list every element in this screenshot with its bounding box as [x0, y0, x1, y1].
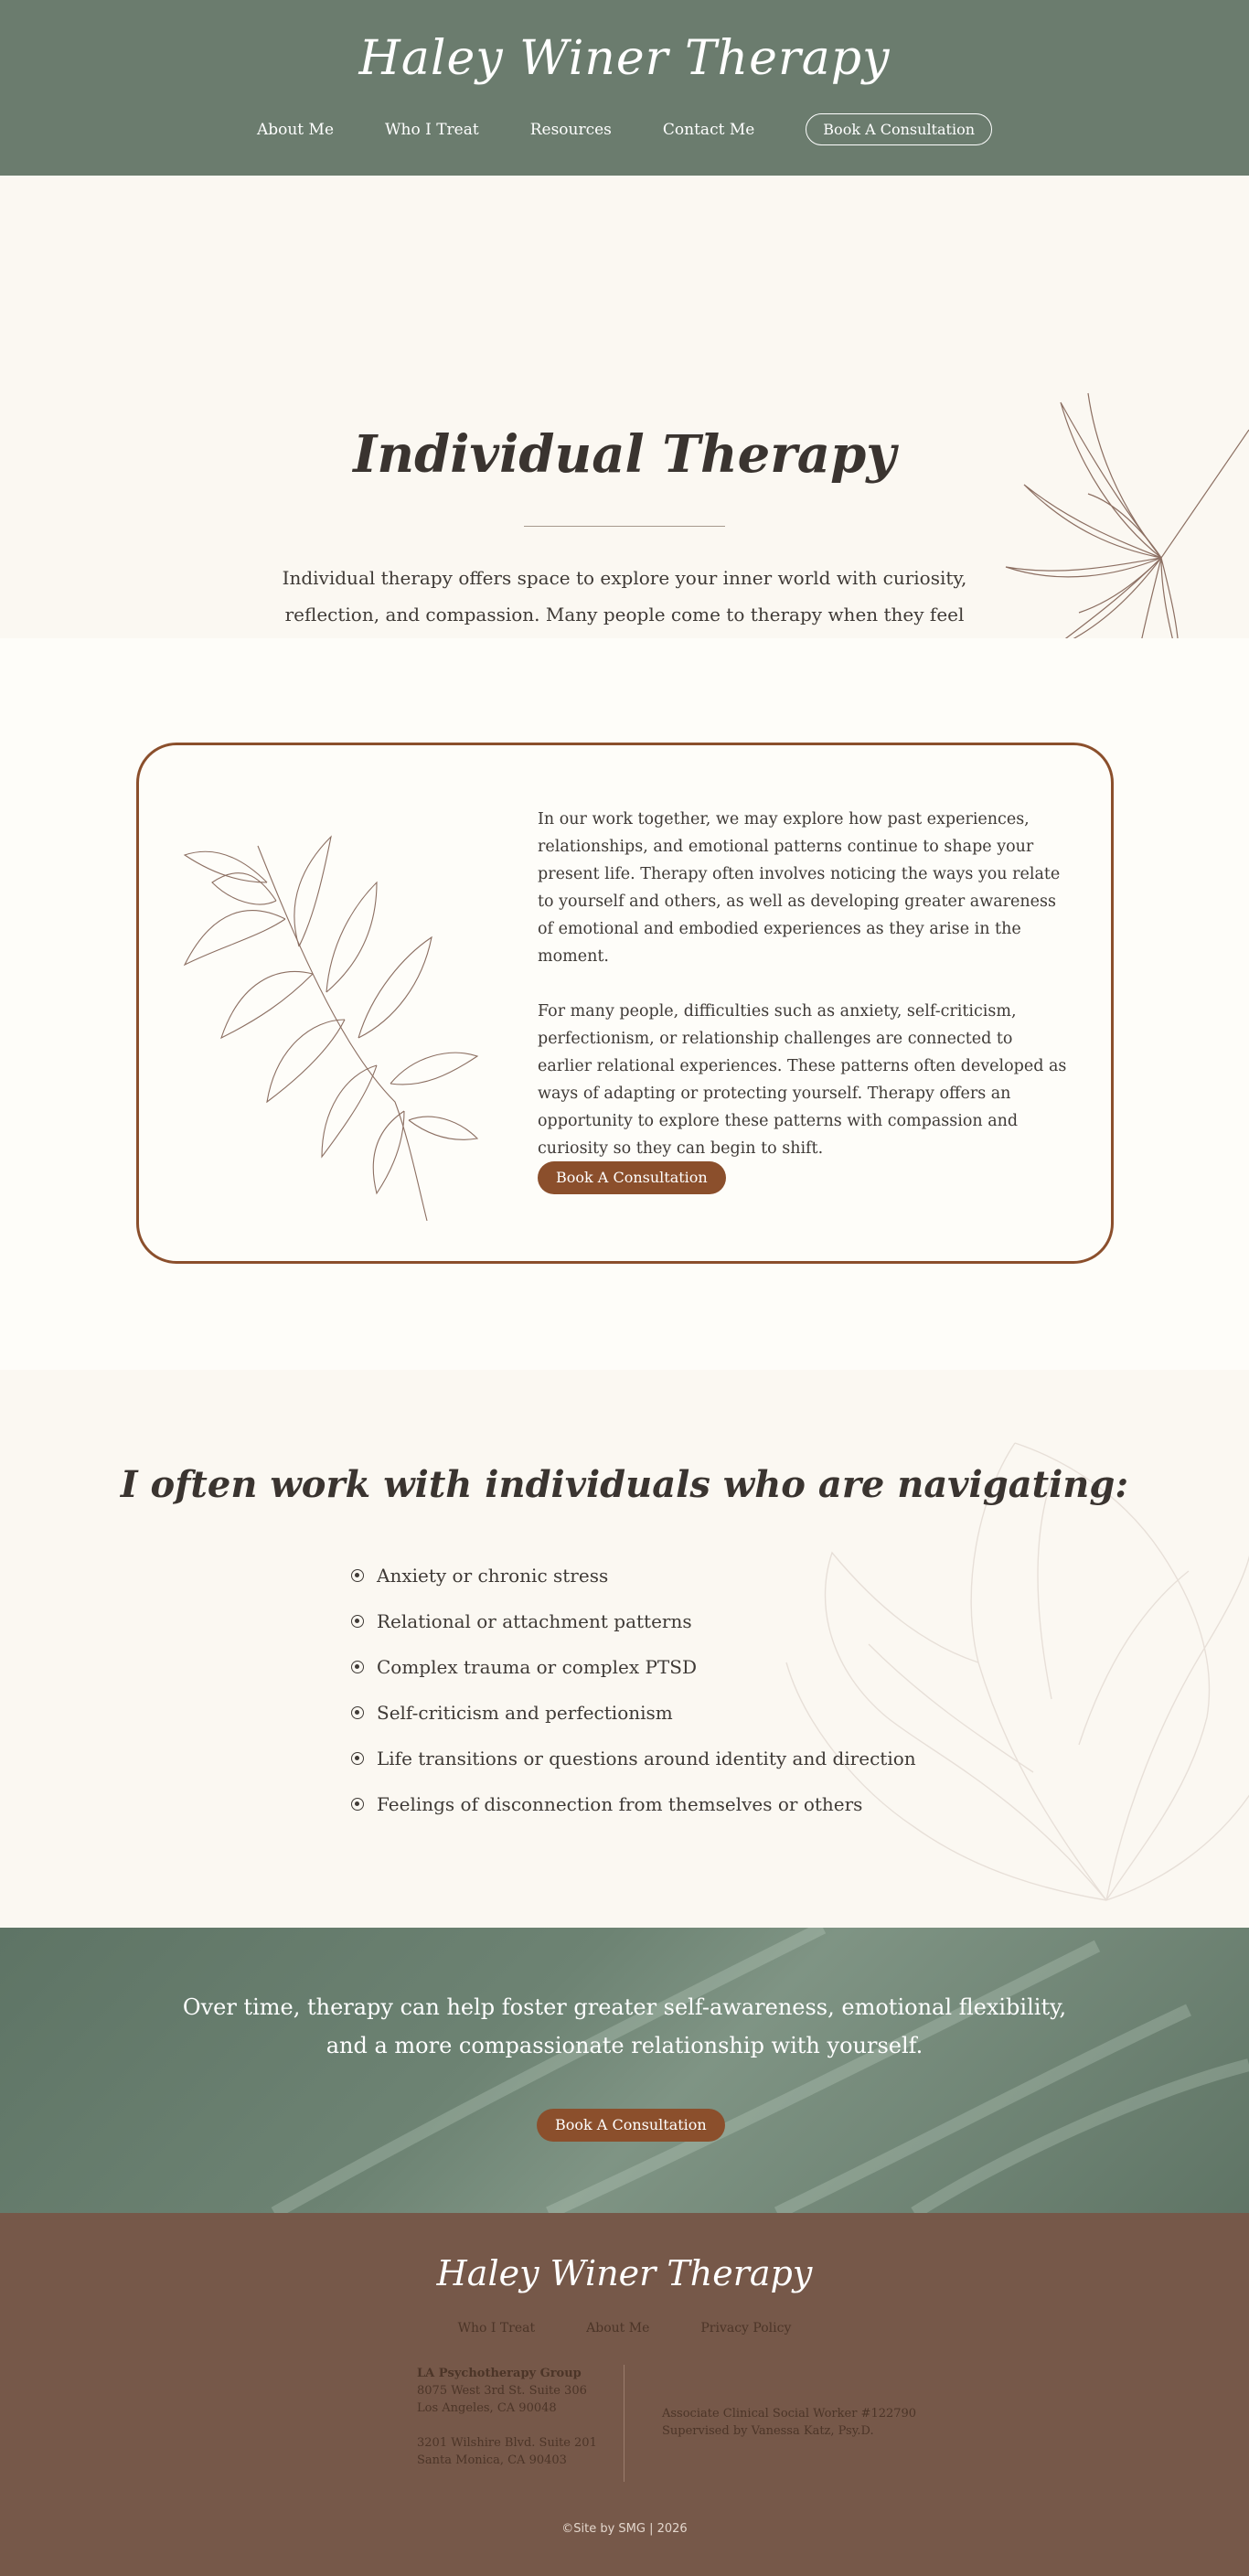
banner-book-consultation-button[interactable]: Book A Consultation — [537, 2109, 725, 2142]
footer-credential-1: Associate Clinical Social Worker #122790 — [662, 2407, 917, 2421]
fern-illustration-icon — [176, 828, 486, 1221]
header-book-consultation-button[interactable]: Book A Consultation — [806, 113, 992, 145]
nav-resources[interactable]: Resources — [529, 120, 612, 139]
footer-address-2-line-2: Santa Monica, CA 90403 — [417, 2453, 567, 2467]
list-item: Self-criticism and perfectionism — [351, 1690, 916, 1736]
conditions-title: I often work with individuals who are navigating: — [120, 1463, 1129, 1506]
bullet-icon — [351, 1661, 364, 1673]
approach-section — [0, 638, 1249, 1370]
list-item: Complex trauma or complex PTSD — [351, 1644, 916, 1690]
footer-address-1-line-1: 8075 West 3rd St. Suite 306 — [417, 2384, 587, 2398]
list-item: Feelings of disconnection from themselves or others — [351, 1781, 916, 1827]
list-item: Relational or attachment patterns — [351, 1598, 916, 1644]
footer-credentials — [662, 2405, 936, 2440]
footer-address-2-line-1: 3201 Wilshire Blvd. Suite 201 — [417, 2436, 597, 2450]
cta-banner — [0, 1928, 1249, 2213]
bullet-icon — [351, 1752, 364, 1765]
foliage-background-icon — [0, 1928, 1249, 2213]
approach-card — [136, 743, 1114, 1264]
card-book-consultation-button[interactable]: Book A Consultation — [538, 1161, 726, 1194]
nav-about[interactable]: About Me — [256, 120, 335, 139]
footer-nav-about[interactable]: About Me — [586, 2321, 650, 2336]
approach-text — [538, 806, 1068, 1190]
footer-nav-who-i-treat[interactable]: Who I Treat — [457, 2321, 536, 2336]
approach-paragraph-1: In our work together, we may explore how past experiences, relationships, and emotional patterns continue to shape your present life. Therapy often involves noticing the ways you relate to yourself and others, as well as developing greater awareness of emotional and embodied experiences as they arise in the moment. — [538, 810, 1061, 966]
bullet-icon — [351, 1706, 364, 1719]
conditions-section — [0, 1370, 1249, 1928]
hero-section — [0, 176, 1249, 638]
conditions-list — [351, 1553, 916, 1827]
footer-addresses — [417, 2365, 618, 2469]
title-divider — [524, 526, 725, 527]
site-logo[interactable]: Haley Winer Therapy — [358, 31, 891, 86]
footer-address-1-line-2: Los Angeles, CA 90048 — [417, 2401, 557, 2415]
hero-intro-text: Individual therapy offers space to explore your inner world with curiosity, reflection, and compassion. Many people come to therapy when they feel — [282, 567, 967, 625]
list-item: Anxiety or chronic stress — [351, 1553, 916, 1598]
nav-who-i-treat[interactable]: Who I Treat — [385, 120, 479, 139]
footer-nav — [0, 2321, 1249, 2336]
list-item: Life transitions or questions around identity and direction — [351, 1736, 916, 1781]
footer-credential-2: Supervised by Vanessa Katz, Psy.D. — [662, 2424, 874, 2438]
nav-contact[interactable]: Contact Me — [662, 120, 755, 139]
bullet-icon — [351, 1798, 364, 1811]
main-nav — [0, 113, 1249, 145]
approach-paragraph-2: For many people, difficulties such as anxiety, self-criticism, perfectionism, or relationship challenges are connected to earlier relational experiences. These patterns often developed as ways of adapting or protecting yourself. Therapy offers an opportunity to explore these patterns with compassion and curiosity so they can begin to shift. — [538, 1002, 1067, 1158]
bullet-icon — [351, 1569, 364, 1582]
footer-logo[interactable]: Haley Winer Therapy — [436, 2253, 813, 2293]
banner-text: Over time, therapy can help foster greater self-awareness, emotional flexibility, and a more compassionate relationship with yourself. — [182, 1994, 1067, 2058]
footer-copyright: ©Site by SMG | 2026 — [561, 2522, 688, 2536]
site-header — [0, 0, 1249, 176]
footer-org-name: LA Psychotherapy Group — [417, 2367, 582, 2380]
bullet-icon — [351, 1615, 364, 1628]
page-title: Individual Therapy — [353, 424, 896, 485]
site-footer — [0, 2213, 1249, 2576]
footer-nav-privacy[interactable]: Privacy Policy — [700, 2321, 792, 2336]
